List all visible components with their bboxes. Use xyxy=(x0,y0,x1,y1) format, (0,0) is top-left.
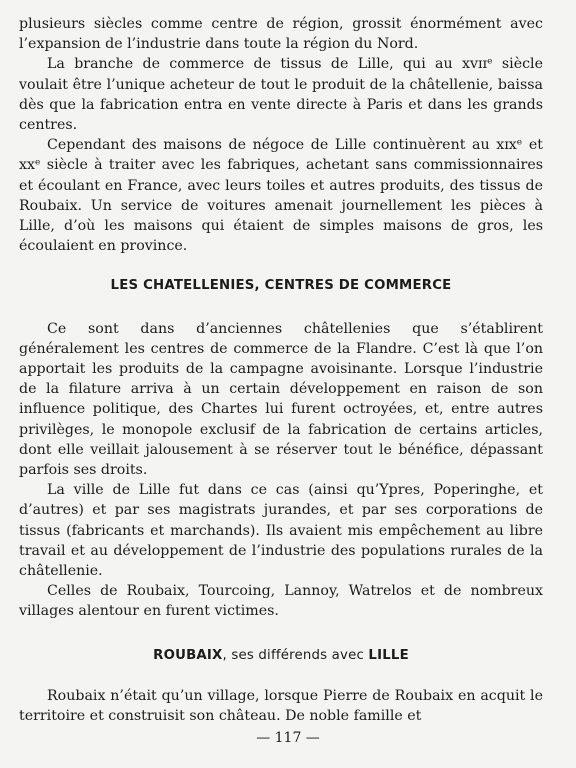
heading-lille: LILLE xyxy=(368,647,409,663)
paragraph: Roubaix n’était qu’un village, lorsque Pierre de Roubaix en acquit le territoire et construisit son château. De noble famille et xyxy=(19,687,543,725)
section-heading-chatellenies: LES CHATELLENIES, CENTRES DE COMMERCE xyxy=(110,278,452,294)
section-heading-roubaix xyxy=(19,646,543,666)
paragraph: Ce sont dans d’anciennes châtellenies que s’établirent généralement les centres de commerce de la Flandre. C’est là que l’on apportait les produits de la campagne avoisinante. Lorsque l’industrie de la filature arriva à un certain développement en raison de son influence politique, des Chartes lui furent octroyées, et, entre autres privilèges, le monopole exclusif de la fabrication de certains articles, dont elle veillait jalousement à se réserver tout le bénéfice, dépassant parfois ses droits. xyxy=(19,320,543,479)
heading-roubaix: ROUBAIX xyxy=(153,647,223,663)
page-number: — 117 — xyxy=(256,730,320,746)
paragraph: plusieurs siècles comme centre de région, grossit énormément avec l’expansion de l’industrie dans toute la région du Nord. xyxy=(19,16,543,53)
paragraph: Cependant des maisons de négoce de Lille continuèrent au xɪxᵉ et xxᵉ siècle à traiter avec les fabriques, achetant sans commissionnaires et écoulant en France, avec leurs toiles et autres produits, des tissus de Roubaix. Un service de voitures amenait journellement les pièces à Lille, d’où les maisons qui étaient de simples maisons de gros, les écoulaient en province. xyxy=(19,137,543,255)
paragraph: Celles de Roubaix, Tourcoing, Lannoy, Watrelos et de nombreux villages alentour en furent victimes. xyxy=(19,583,543,620)
paragraph: La branche de commerce de tissus de Lille, qui au xvɪɪᵉ siècle voulait être l’unique acheteur de tout le produit de la châtellenie, baissa dès que la fabrication entra en vente directe à Paris et dans les grands centres. xyxy=(19,56,543,134)
paragraph: La ville de Lille fut dans ce cas (ainsi qu’Ypres, Poperinghe, et d’autres) et par ses magistrats jurandes, et par ses corporations de tissus (fabricants et marchands). Ils avaient mis empêchement au libre travail et au développement de l’industrie des populations rurales de la châtellenie. xyxy=(19,482,543,580)
heading-connector: , ses différends avec xyxy=(222,647,369,663)
document-page xyxy=(19,14,543,726)
